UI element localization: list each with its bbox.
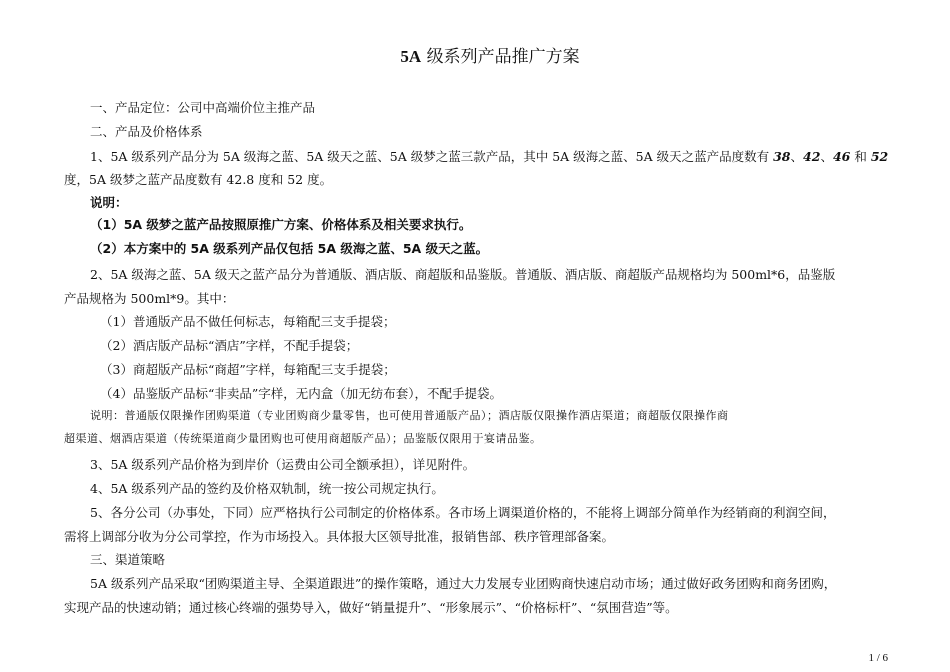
paragraph-1-text: 1、5A 级系列产品分为 5A 级海之蓝、5A 级天之蓝、5A 级梦之蓝三款产品，其中 5A 级海之蓝、5A 级天之蓝产品度数有	[90, 149, 774, 164]
paragraph-4: 4、5A 级系列产品的签约及价格双轨制，统一按公司规定执行。	[90, 481, 444, 496]
separator: 、	[820, 149, 833, 164]
degree-42: 42	[803, 149, 821, 164]
paragraph-5-line-1: 5、各分公司（办事处，下同）应严格执行公司制定的价格体系。各市场上调渠道价格的，不能将上调部分简单作为经销商的利润空间，	[90, 505, 836, 520]
version-note-line-1: 说明：普通版仅限操作团购渠道（专业团购商少量零售，也可使用普通版产品）；酒店版仅限操作酒店渠道；商超版仅限操作商	[90, 409, 729, 422]
note-item-1: （1）5A 级梦之蓝产品按照原推广方案、价格体系及相关要求执行。	[90, 217, 472, 232]
section-heading-products-prices: 二、产品及价格体系	[90, 124, 203, 139]
degree-52: 52	[870, 149, 889, 164]
separator: 、	[790, 149, 804, 164]
paragraph-1-line-1	[90, 147, 888, 165]
title-text: 级系列产品推广方案	[421, 47, 580, 67]
degree-46: 46	[832, 149, 851, 164]
section-heading-channel-strategy: 三、渠道策略	[90, 552, 166, 567]
note-item-2: （2）本方案中的 5A 级系列产品仅包括 5A 级海之蓝、5A 级天之蓝。	[90, 241, 489, 256]
paragraph-2-line-1: 2、5A 级海之蓝、5A 级天之蓝产品分为普通版、酒店版、商超版和品鉴版。普通版、酒店版、商超版产品规格均为 500ml*6，品鉴版	[90, 267, 836, 282]
note-label: 说明：	[90, 195, 128, 210]
version-item-3: （3）商超版产品标“商超”字样，每箱配三支手提袋；	[100, 362, 396, 377]
section-heading-positioning: 一、产品定位：公司中高端价位主推产品	[90, 100, 316, 115]
paragraph-1-line-2: 度，5A 级梦之蓝产品度数有 42.8 度和 52 度。	[64, 172, 333, 187]
paragraph-3: 3、5A 级系列产品价格为到岸价（运费由公司全额承担），详见附件。	[90, 457, 476, 472]
paragraph-6-line-2: 实现产品的快速动销；通过核心终端的强势导入，做好“销量提升”、“形象展示”、“价格标杆”、“氛围营造”等。	[64, 600, 678, 615]
version-item-2: （2）酒店版产品标“酒店”字样，不配手提袋；	[100, 338, 359, 353]
degree-38: 38	[773, 149, 791, 164]
version-item-4: （4）品鉴版产品标“非卖品”字样，无内盒（加无纺布套），不配手提袋。	[100, 386, 502, 401]
title-prefix: 5A	[400, 47, 422, 66]
version-note-line-2: 超渠道、烟酒店渠道（传统渠道商少量团购也可使用商超版产品）；品鉴版仅限用于宴请品鉴。	[64, 432, 542, 445]
page-number: 1 / 6	[868, 652, 888, 664]
paragraph-6-line-1: 5A 级系列产品采取“团购渠道主导、全渠道跟进”的操作策略，通过大力发展专业团购商快速启动市场；通过做好政务团购和商务团购，	[90, 576, 837, 591]
conjunction: 和	[850, 149, 871, 164]
page-title	[0, 42, 950, 67]
version-item-1: （1）普通版产品不做任何标志，每箱配三支手提袋；	[100, 314, 396, 329]
paragraph-5-line-2: 需将上调部分收为分公司掌控，作为市场投入。具体报大区领导批准，报销售部、秩序管理部备案。	[64, 529, 615, 544]
paragraph-2-line-2: 产品规格为 500ml*9。其中：	[64, 291, 235, 306]
